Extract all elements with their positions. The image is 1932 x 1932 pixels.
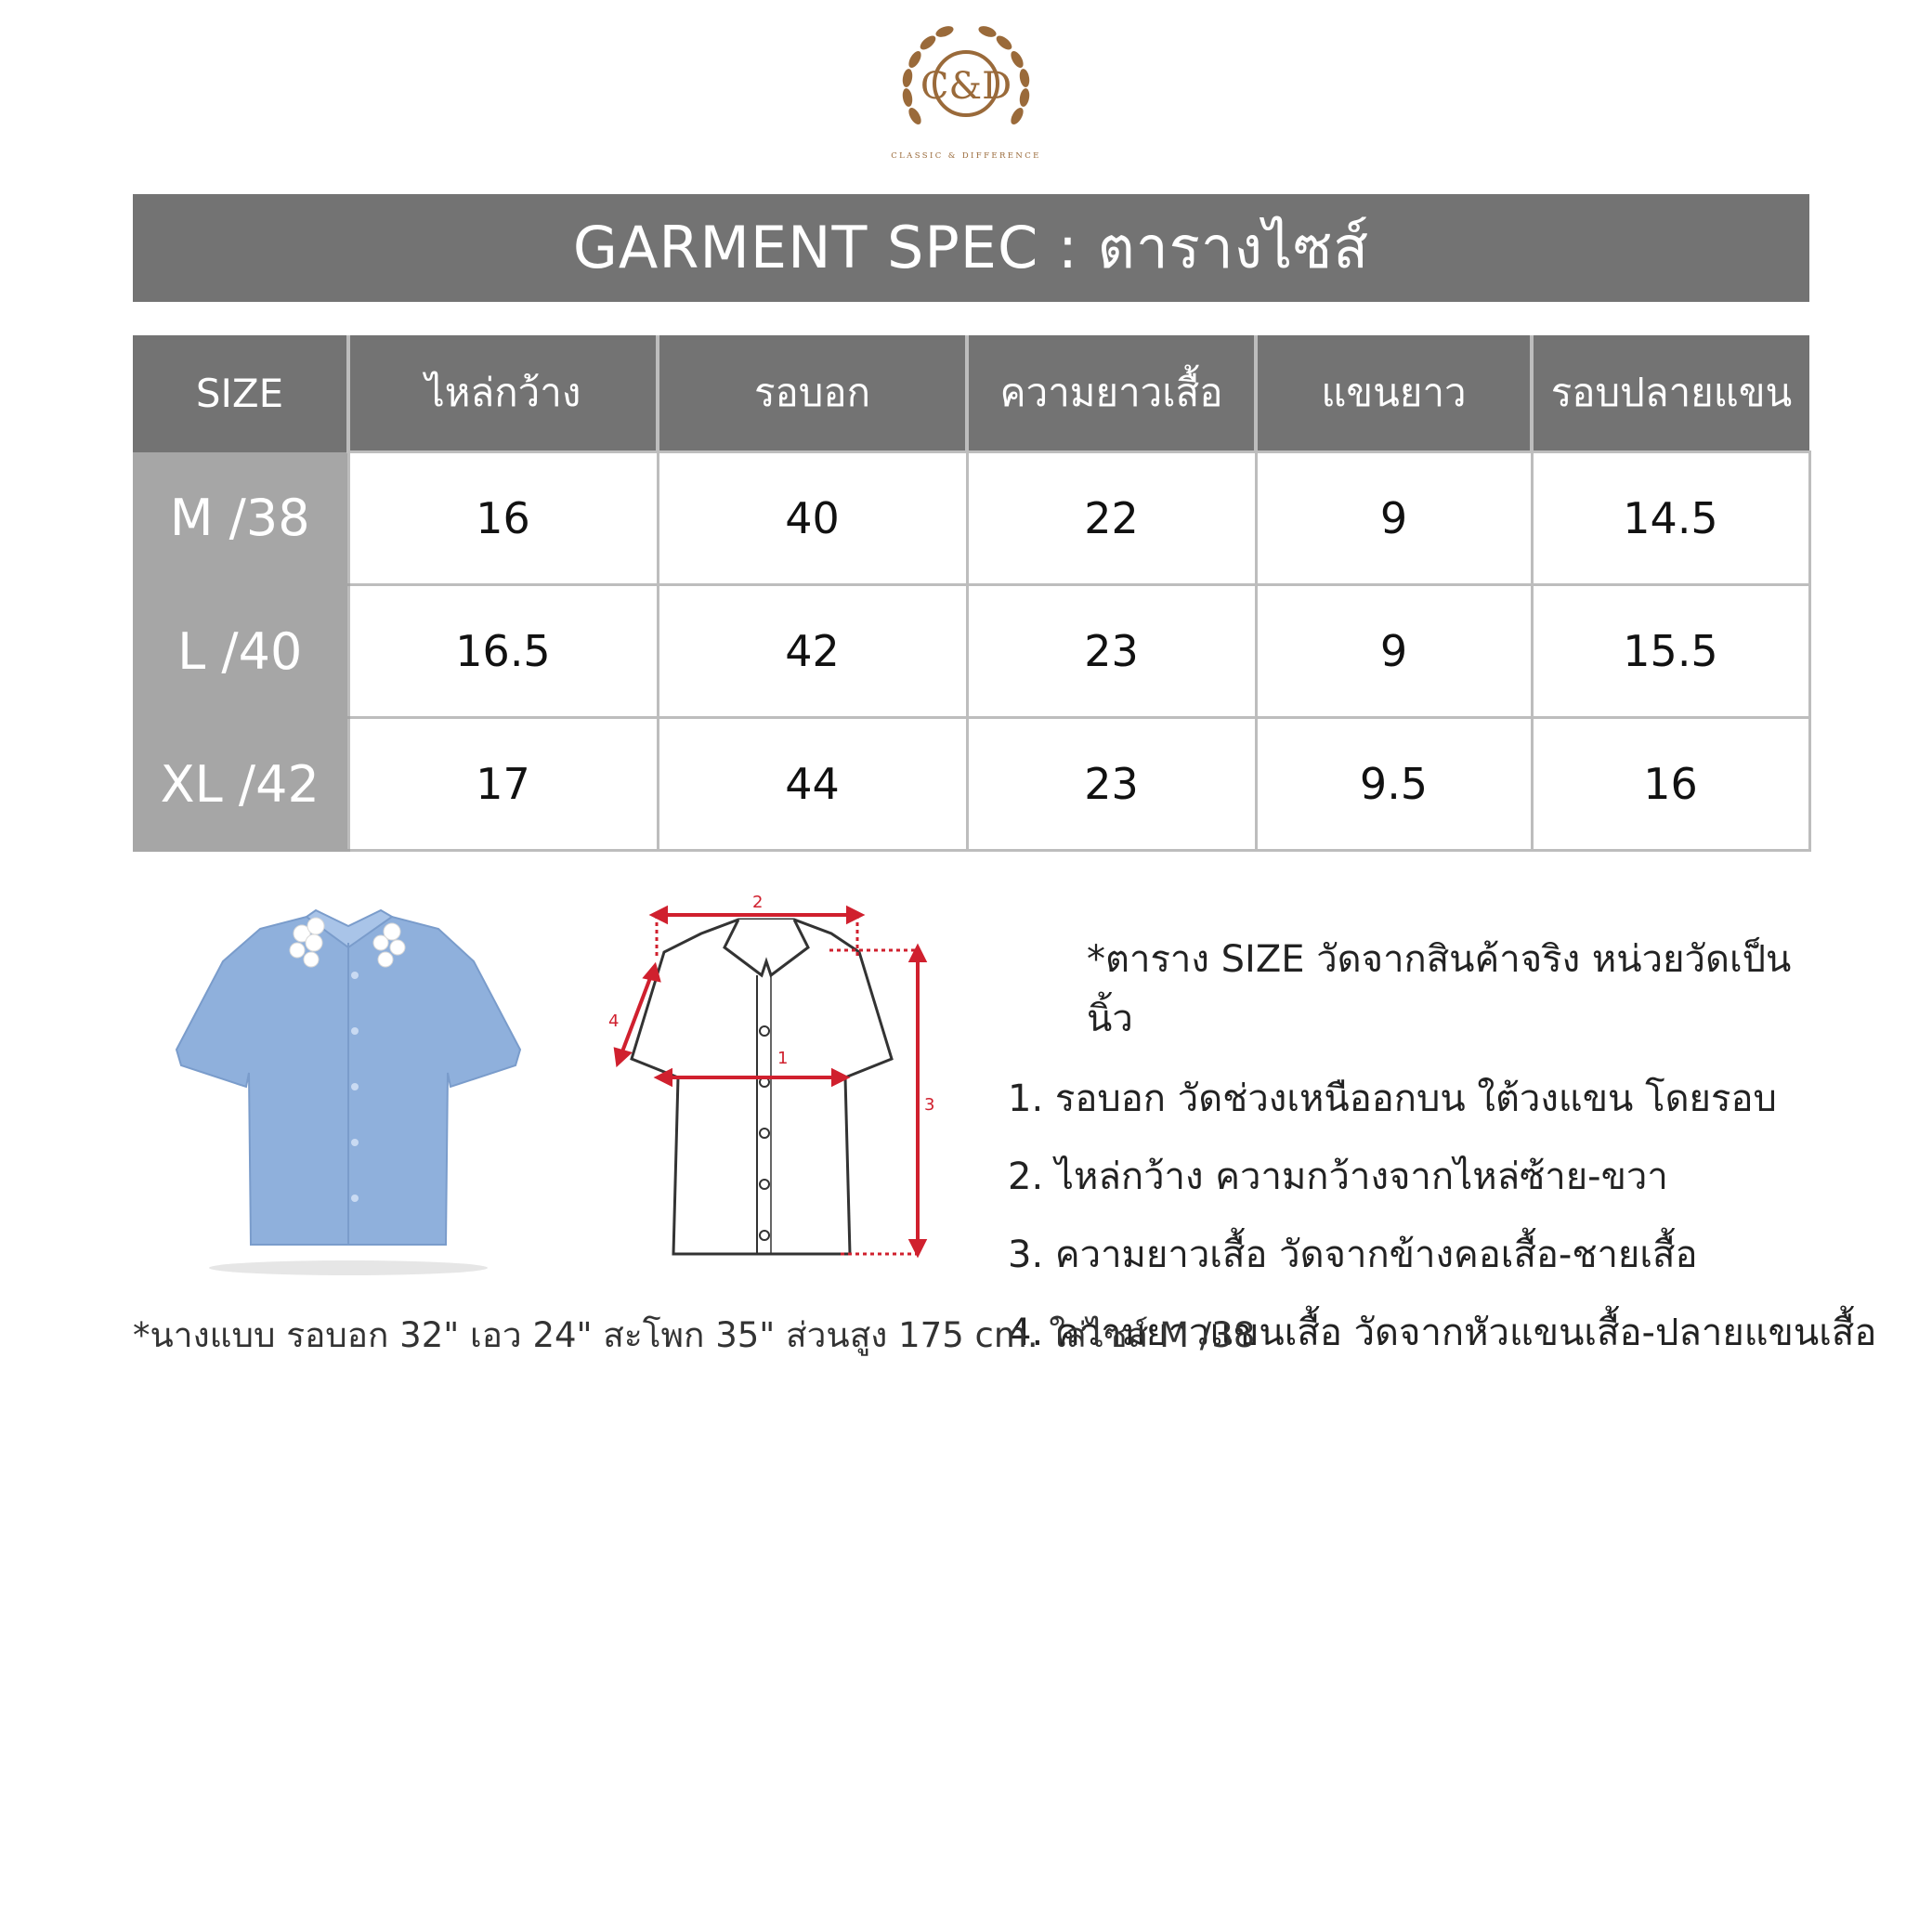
- header-cuff: รอบปลายแขน: [1532, 335, 1809, 452]
- size-label: XL /42: [133, 718, 348, 851]
- page-title: GARMENT SPEC : ตารางไซส์: [133, 194, 1809, 302]
- table-cell: 16.5: [348, 585, 658, 718]
- note-item: 4. ความยาวแขนเสื้อ วัดจากหัวแขนเสื้อ-ปลายแขนเสื้อ: [1008, 1312, 1877, 1354]
- notes-heading: *ตาราง SIZE วัดจากสินค้าจริง หน่วยวัดเป็นนิ้ว: [1087, 938, 1792, 1040]
- product-photo: [149, 906, 548, 1277]
- note-item: 2. ไหล่กว้าง ความกว้างจากไหล่ซ้าย-ขวา: [1008, 1155, 1668, 1198]
- model-note: *นางแบบ รอบอก 32" เอว 24" สะโพก 35" ส่วนสูง 175 cm. ใส่ไซส์ M /38: [133, 1315, 1256, 1355]
- table-cell: 44: [658, 718, 967, 851]
- measurement-diagram: [571, 892, 943, 1273]
- size-label: M /38: [133, 452, 348, 585]
- table-cell: 16: [1532, 718, 1809, 851]
- table-cell: 14.5: [1532, 452, 1809, 585]
- size-table: [133, 335, 1811, 852]
- logo-tagline: CLASSIC & DIFFERENCE: [891, 151, 1041, 161]
- table-cell: 40: [658, 452, 967, 585]
- table-row: [133, 585, 1809, 718]
- diagram-label-4: 4: [608, 1012, 620, 1031]
- note-item: 1. รอบอก วัดช่วงเหนืออกบน ใต้วงแขน โดยรอบ: [1008, 1077, 1777, 1120]
- diagram-label-3: 3: [924, 1095, 935, 1115]
- diagram-label-2: 2: [752, 893, 764, 912]
- table-header-row: [133, 335, 1809, 452]
- table-cell: 23: [967, 718, 1256, 851]
- table-cell: 16: [348, 452, 658, 585]
- table-cell: 9: [1256, 452, 1532, 585]
- size-label: L /40: [133, 585, 348, 718]
- header-shoulder: ไหล่กว้าง: [348, 335, 658, 452]
- table-cell: 17: [348, 718, 658, 851]
- table-cell: 9.5: [1256, 718, 1532, 851]
- table-cell: 15.5: [1532, 585, 1809, 718]
- note-item: 3. ความยาวเสื้อ วัดจากข้างคอเสื้อ-ชายเสื้อ: [1008, 1234, 1698, 1276]
- table-cell: 22: [967, 452, 1256, 585]
- header-size: SIZE: [133, 335, 348, 452]
- table-cell: 9: [1256, 585, 1532, 718]
- table-cell: 42: [658, 585, 967, 718]
- header-length: ความยาวเสื้อ: [967, 335, 1256, 452]
- header-sleeve: แขนยาว: [1256, 335, 1532, 452]
- table-row: [133, 452, 1809, 585]
- logo-text: C&D: [920, 65, 1012, 108]
- header-chest: รอบอก: [658, 335, 967, 452]
- diagram-label-1: 1: [777, 1049, 789, 1068]
- table-cell: 23: [967, 585, 1256, 718]
- table-row: [133, 718, 1809, 851]
- brand-logo: [887, 9, 1045, 167]
